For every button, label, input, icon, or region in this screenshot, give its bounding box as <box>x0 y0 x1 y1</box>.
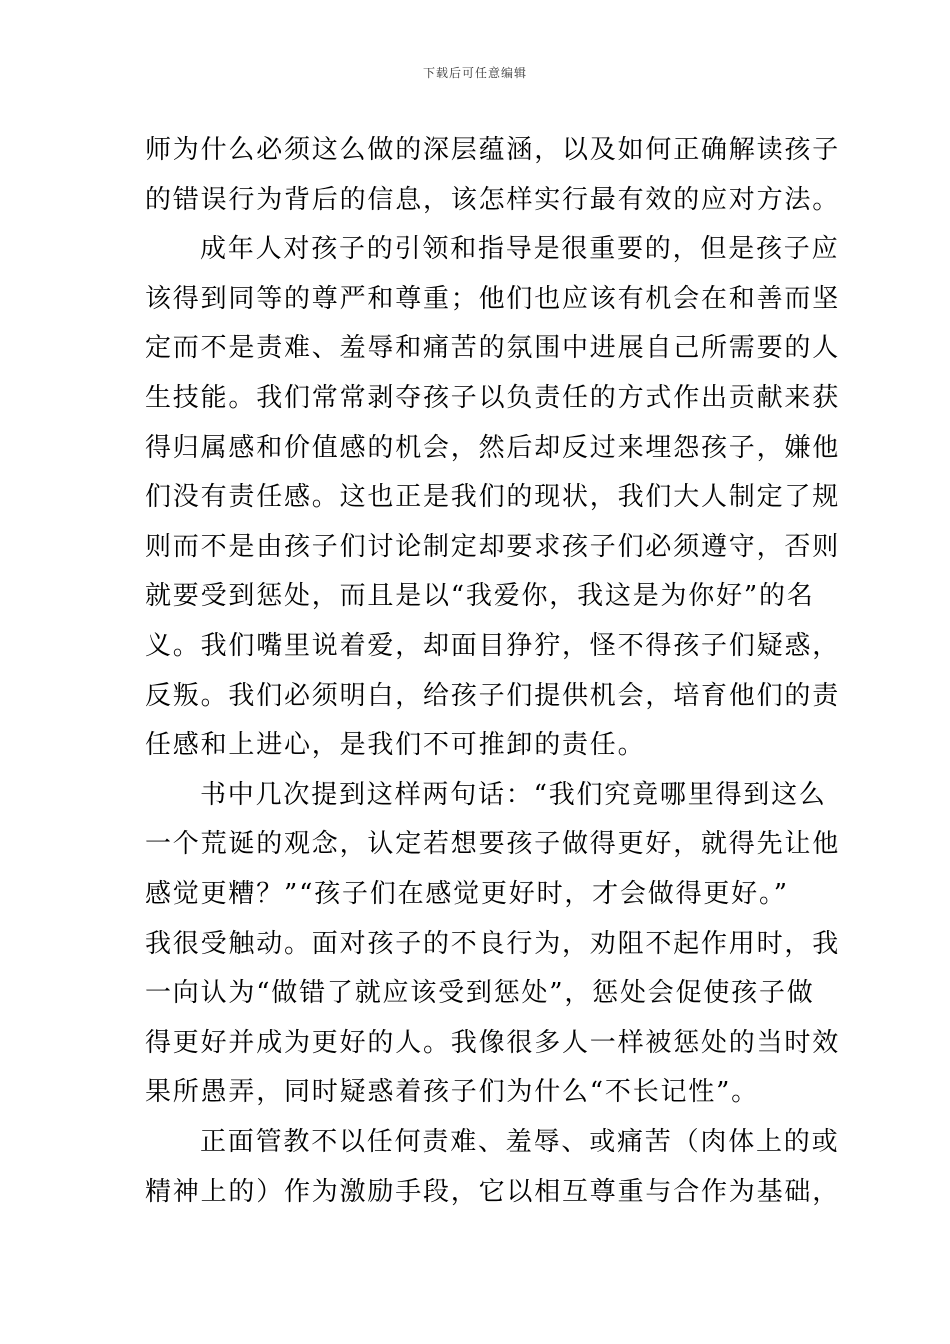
text-line: 精神上的）作为激励手段，它以相互尊重与合作为基础， <box>145 1177 841 1207</box>
text-line: 定而不是责难、羞辱和痛苦的氛围中进展自己所需要的人 <box>145 333 841 363</box>
text-line: 就要受到惩处，而且是以“我爱你，我这是为你好”的名 <box>145 581 815 611</box>
text-line: 正面管教不以任何责难、羞辱、或痛苦（肉体上的或 <box>200 1127 840 1157</box>
text-line: 感觉更糟？”“孩子们在感觉更好时，才会做得更好。” <box>145 879 789 909</box>
text-line: 师为什么必须这么做的深层蕴涵，以及如何正确解读孩子 <box>145 135 841 165</box>
page-header-note: 下载后可任意编辑 <box>422 66 527 80</box>
text-line: 们没有责任感。这也正是我们的现状，我们大人制定了规 <box>145 482 841 512</box>
text-line: 我很受触动。面对孩子的不良行为，劝阻不起作用时，我 <box>145 929 841 959</box>
text-line: 成年人对孩子的引领和指导是很重要的，但是孩子应 <box>200 234 840 264</box>
text-line: 则而不是由孩子们讨论制定却要求孩子们必须遵守，否则 <box>145 532 841 562</box>
text-line: 得更好并成为更好的人。我像很多人一样被惩处的当时效 <box>145 1028 841 1058</box>
text-line: 果所愚弄，同时疑惑着孩子们为什么“不长记性”。 <box>145 1077 759 1107</box>
text-line: 生技能。我们常常剥夺孩子以负责任的方式作出贡献来获 <box>145 383 841 413</box>
text-line: 书中几次提到这样两句话：“我们究竟哪里得到这么 <box>200 780 827 810</box>
text-line: 反叛。我们必须明白，给孩子们提供机会，培育他们的责 <box>145 681 841 711</box>
text-line: 该得到同等的尊严和尊重；他们也应该有机会在和善而坚 <box>145 284 841 314</box>
text-line: 得归属感和价值感的机会，然后却反过来埋怨孩子，嫌他 <box>145 433 841 463</box>
text-line: 义。我们嘴里说着爱，却面目狰狞，怪不得孩子们疑惑， <box>145 631 841 661</box>
text-line: 的错误行为背后的信息，该怎样实行最有效的应对方法。 <box>145 185 841 215</box>
text-line: 一个荒诞的观念，认定若想要孩子做得更好，就得先让他 <box>145 829 841 859</box>
text-line: 一向认为“做错了就应该受到惩处”，惩处会促使孩子做 <box>145 978 815 1008</box>
text-line: 任感和上进心，是我们不可推卸的责任。 <box>145 730 646 760</box>
